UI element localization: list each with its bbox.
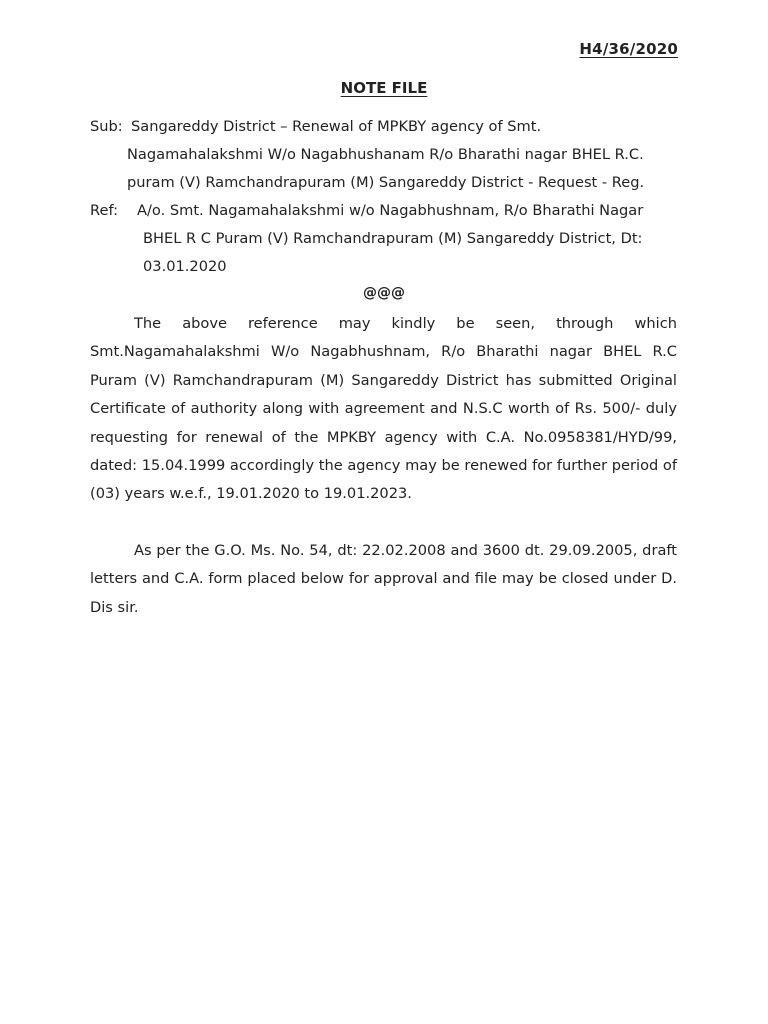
document-title: NOTE FILE [340, 79, 428, 97]
subject-line-2: Nagamahalakshmi W/o Nagabhushanam R/o Bharathi nagar BHEL R.C. [127, 146, 644, 163]
reference-label: Ref: [90, 202, 118, 219]
reference-line-1: A/o. Smt. Nagamahalakshmi w/o Nagabhushnam, R/o Bharathi Nagar [137, 202, 644, 219]
body-paragraph-1: The above reference may kindly be seen, through which Smt.Nagamahalakshmi W/o Nagabhushnam, R/o Bharathi nagar BHEL R.C Puram (V) Ramchandrapuram (M) Sangareddy District has submitted Original Certificate of authority along with agreement and N.S.C worth of Rs. 500/- duly requesting for renewal of the MPKBY agency with C.A. No.0958381/HYD/99, dated: 15.04.1999 accordingly the agency may be renewed for further period of (03) years w.e.f., 19.01.2020 to 19.01.2023. [90, 315, 677, 503]
subject-line-1: Sangareddy District – Renewal of MPKBY agency of Smt. [131, 118, 542, 135]
reference-line-3: 03.01.2020 [143, 258, 227, 275]
body-paragraph-2: As per the G.O. Ms. No. 54, dt: 22.02.2008 and 3600 dt. 29.09.2005, draft letters and C.A. form placed below for approval and file may be closed under D. Dis sir. [90, 542, 677, 616]
section-separator: @@@ [363, 285, 405, 301]
reference-line-2: BHEL R C Puram (V) Ramchandrapuram (M) Sangareddy District, Dt: [143, 230, 643, 247]
subject-label: Sub: [90, 118, 123, 135]
file-number: H4/36/2020 [579, 40, 678, 58]
subject-line-3: puram (V) Ramchandrapuram (M) Sangareddy District - Request - Reg. [127, 174, 645, 191]
